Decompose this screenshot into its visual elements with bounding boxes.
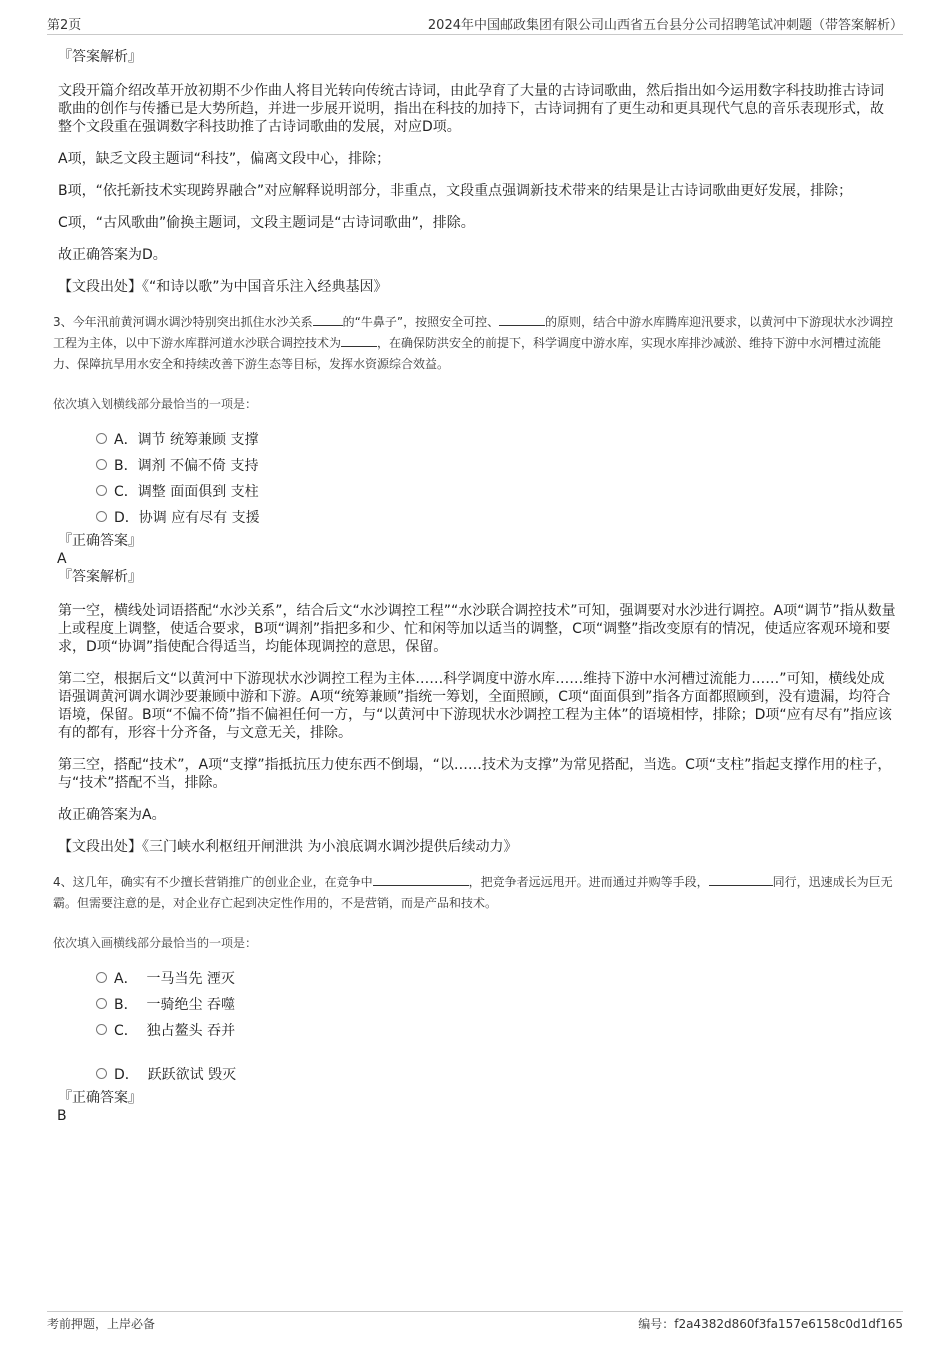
analysis-paragraph: A项，缺乏文段主题词“科技”，偏离文段中心，排除； bbox=[58, 151, 391, 167]
question-prompt: 依次填入划横线部分最恰当的一项是： bbox=[53, 397, 258, 411]
footer-slogan: 考前押题，上岸必备 bbox=[47, 1317, 156, 1331]
option-d[interactable] bbox=[58, 1061, 896, 1087]
page-content bbox=[53, 46, 896, 1125]
option-a[interactable] bbox=[58, 426, 896, 452]
question-text-part: 同行，迅速成长为巨无霸。但需要注意的是，对企业存亡起到决定性作用的，不是营销，而是产品和技术。 bbox=[53, 875, 893, 910]
page-number: 第2页 bbox=[47, 18, 82, 33]
radio-circle-icon[interactable] bbox=[96, 433, 107, 444]
option-c[interactable] bbox=[58, 478, 896, 504]
analysis-paragraph: 第三空，搭配“技术”，A项“支撑”指抵抗压力使东西不倒塌，“以……技术为支撑”为常见搭配，当选。C项“支柱”指起支撑作用的柱子，与“技术”搭配不当，排除。 bbox=[58, 757, 892, 791]
analysis-paragraph: 文段开篇介绍改革开放初期不少作曲人将目光转向传统古诗词，由此孕育了大量的古诗词歌曲，然后指出如今运用数字科技助推古诗词歌曲的创作与传播已是大势所趋，并进一步展开说明，指出在科技的加持下，古诗词拥有了更生动和更具现代气息的音乐表现形式，故整个文段重在强调数字科技助推了古诗词歌曲的发展，对应D项。 bbox=[58, 83, 884, 135]
fill-blank bbox=[373, 872, 469, 886]
analysis-paragraph: C项，“古风歌曲”偷换主题词，文段主题词是“古诗词歌曲”，排除。 bbox=[58, 215, 475, 231]
fill-blank bbox=[499, 312, 545, 326]
analysis-label: 『答案解析』 bbox=[58, 49, 142, 65]
answer-statement: 故正确答案为A。 bbox=[58, 807, 166, 823]
question-text bbox=[53, 872, 896, 914]
option-label: D．协调 应有尽有 支援 bbox=[114, 510, 260, 526]
question-text-part: ，把竞争者远远甩开。进而通过并购等手段， bbox=[468, 875, 709, 889]
question-prompt: 依次填入画横线部分最恰当的一项是： bbox=[53, 936, 258, 950]
correct-answer: A bbox=[57, 551, 67, 567]
option-c[interactable] bbox=[58, 1017, 896, 1043]
radio-circle-icon[interactable] bbox=[96, 459, 107, 470]
question-text-part: 3、今年汛前黄河调水调沙特别突出抓住水沙关系 bbox=[53, 315, 313, 329]
fill-blank bbox=[709, 872, 773, 886]
document-code: 编号：f2a4382d860f3fa157e6158c0d1df165 bbox=[638, 1317, 903, 1331]
question-text-part: 的原则，结合中游水库腾库迎汛要求，以黄河中下游现状水沙调控工程为主体，以中下游水库群河道水沙联合调控技术为 bbox=[53, 315, 894, 350]
question-4 bbox=[53, 872, 896, 1125]
analysis-label: 『答案解析』 bbox=[58, 569, 142, 585]
question-text bbox=[53, 312, 896, 375]
option-d[interactable] bbox=[58, 504, 896, 530]
correct-answer: B bbox=[57, 1108, 67, 1124]
answer-statement: 故正确答案为D。 bbox=[58, 247, 167, 263]
analysis-paragraph: 第一空，横线处词语搭配“水沙关系”，结合后文“水沙调控工程”“水沙联合调控技术”可知，强调要对水沙进行调控。A项“调节”指从数量上或程度上调整，使适合要求，B项“调剂”指把多和少、忙和闲等加以适当的调整，C项“调整”指改变原有的情况，使适应客观环境和要求，D项“协调”指使配合得适当，均能体现调控的意思，保留。 bbox=[58, 603, 896, 655]
fill-blank bbox=[341, 333, 377, 347]
radio-circle-icon[interactable] bbox=[96, 511, 107, 522]
page-footer bbox=[47, 1311, 903, 1336]
question-text-part: ，在确保防洪安全的前提下，科学调度中游水库，实现水库排沙减淤、维持下游中水河槽过流能力、保障抗旱用水安全和持续改善下游生态等目标，发挥水资源综合效益。 bbox=[53, 336, 882, 371]
option-label: A． 一马当先 湮灭 bbox=[114, 971, 235, 987]
correct-answer-label: 『正确答案』 bbox=[58, 1090, 142, 1106]
q2-analysis bbox=[58, 48, 896, 296]
option-label: C．调整 面面俱到 支柱 bbox=[114, 484, 259, 500]
page-header bbox=[47, 14, 903, 35]
option-label: B． 一骑绝尘 吞噬 bbox=[114, 997, 235, 1013]
analysis-paragraph: 第二空，根据后文“以黄河中下游现状水沙调控工程为主体……科学调度中游水库……维持下游中水河槽过流能力……”可知，横线处成语强调黄河调水调沙要兼顾中游和下游。A项“统筹兼顾”指统一筹划，全面照顾，C项“面面俱到”指各方面都照顾到，没有遗漏，均符合语境，保留。B项“不偏不倚”指不偏袒任何一方，与“以黄河中下游现状水沙调控工程为主体”的语境相悖，排除；D项“应有尽有”指应该有的都有，形容十分齐备，与文意无关，排除。 bbox=[58, 671, 892, 741]
option-b[interactable] bbox=[58, 991, 896, 1017]
option-label: A．调节 统筹兼顾 支撑 bbox=[114, 432, 259, 448]
radio-circle-icon[interactable] bbox=[96, 998, 107, 1009]
option-b[interactable] bbox=[58, 452, 896, 478]
radio-circle-icon[interactable] bbox=[96, 485, 107, 496]
option-a[interactable] bbox=[58, 965, 896, 991]
fill-blank bbox=[313, 312, 343, 326]
correct-answer-label: 『正确答案』 bbox=[58, 533, 142, 549]
document-title: 2024年中国邮政集团有限公司山西省五台县分公司招聘笔试冲刺题（带答案解析） bbox=[427, 18, 903, 33]
radio-circle-icon[interactable] bbox=[96, 1024, 107, 1035]
option-label: D． 跃跃欲试 毁灭 bbox=[114, 1067, 237, 1083]
option-label: B．调剂 不偏不倚 支持 bbox=[114, 458, 259, 474]
analysis-paragraph: B项，“依托新技术实现跨界融合”对应解释说明部分，非重点，文段重点强调新技术带来的结果是让古诗词歌曲更好发展，排除； bbox=[58, 183, 853, 199]
option-list bbox=[58, 965, 896, 1087]
source-citation: 【文段出处】《三门峡水利枢纽开闸泄洪 为小浪底调水调沙提供后续动力》 bbox=[58, 839, 518, 855]
question-3 bbox=[53, 312, 896, 856]
radio-circle-icon[interactable] bbox=[96, 1068, 107, 1079]
option-list bbox=[58, 426, 896, 530]
source-citation: 【文段出处】《“和诗以歌”为中国音乐注入经典基因》 bbox=[58, 279, 388, 295]
option-label: C． 独占鳌头 吞并 bbox=[114, 1023, 236, 1039]
question-text-part: 的“牛鼻子”，按照安全可控、 bbox=[342, 315, 500, 329]
question-text-part: 4、这几年，确实有不少擅长营销推广的创业企业，在竞争中 bbox=[53, 875, 373, 889]
radio-circle-icon[interactable] bbox=[96, 972, 107, 983]
